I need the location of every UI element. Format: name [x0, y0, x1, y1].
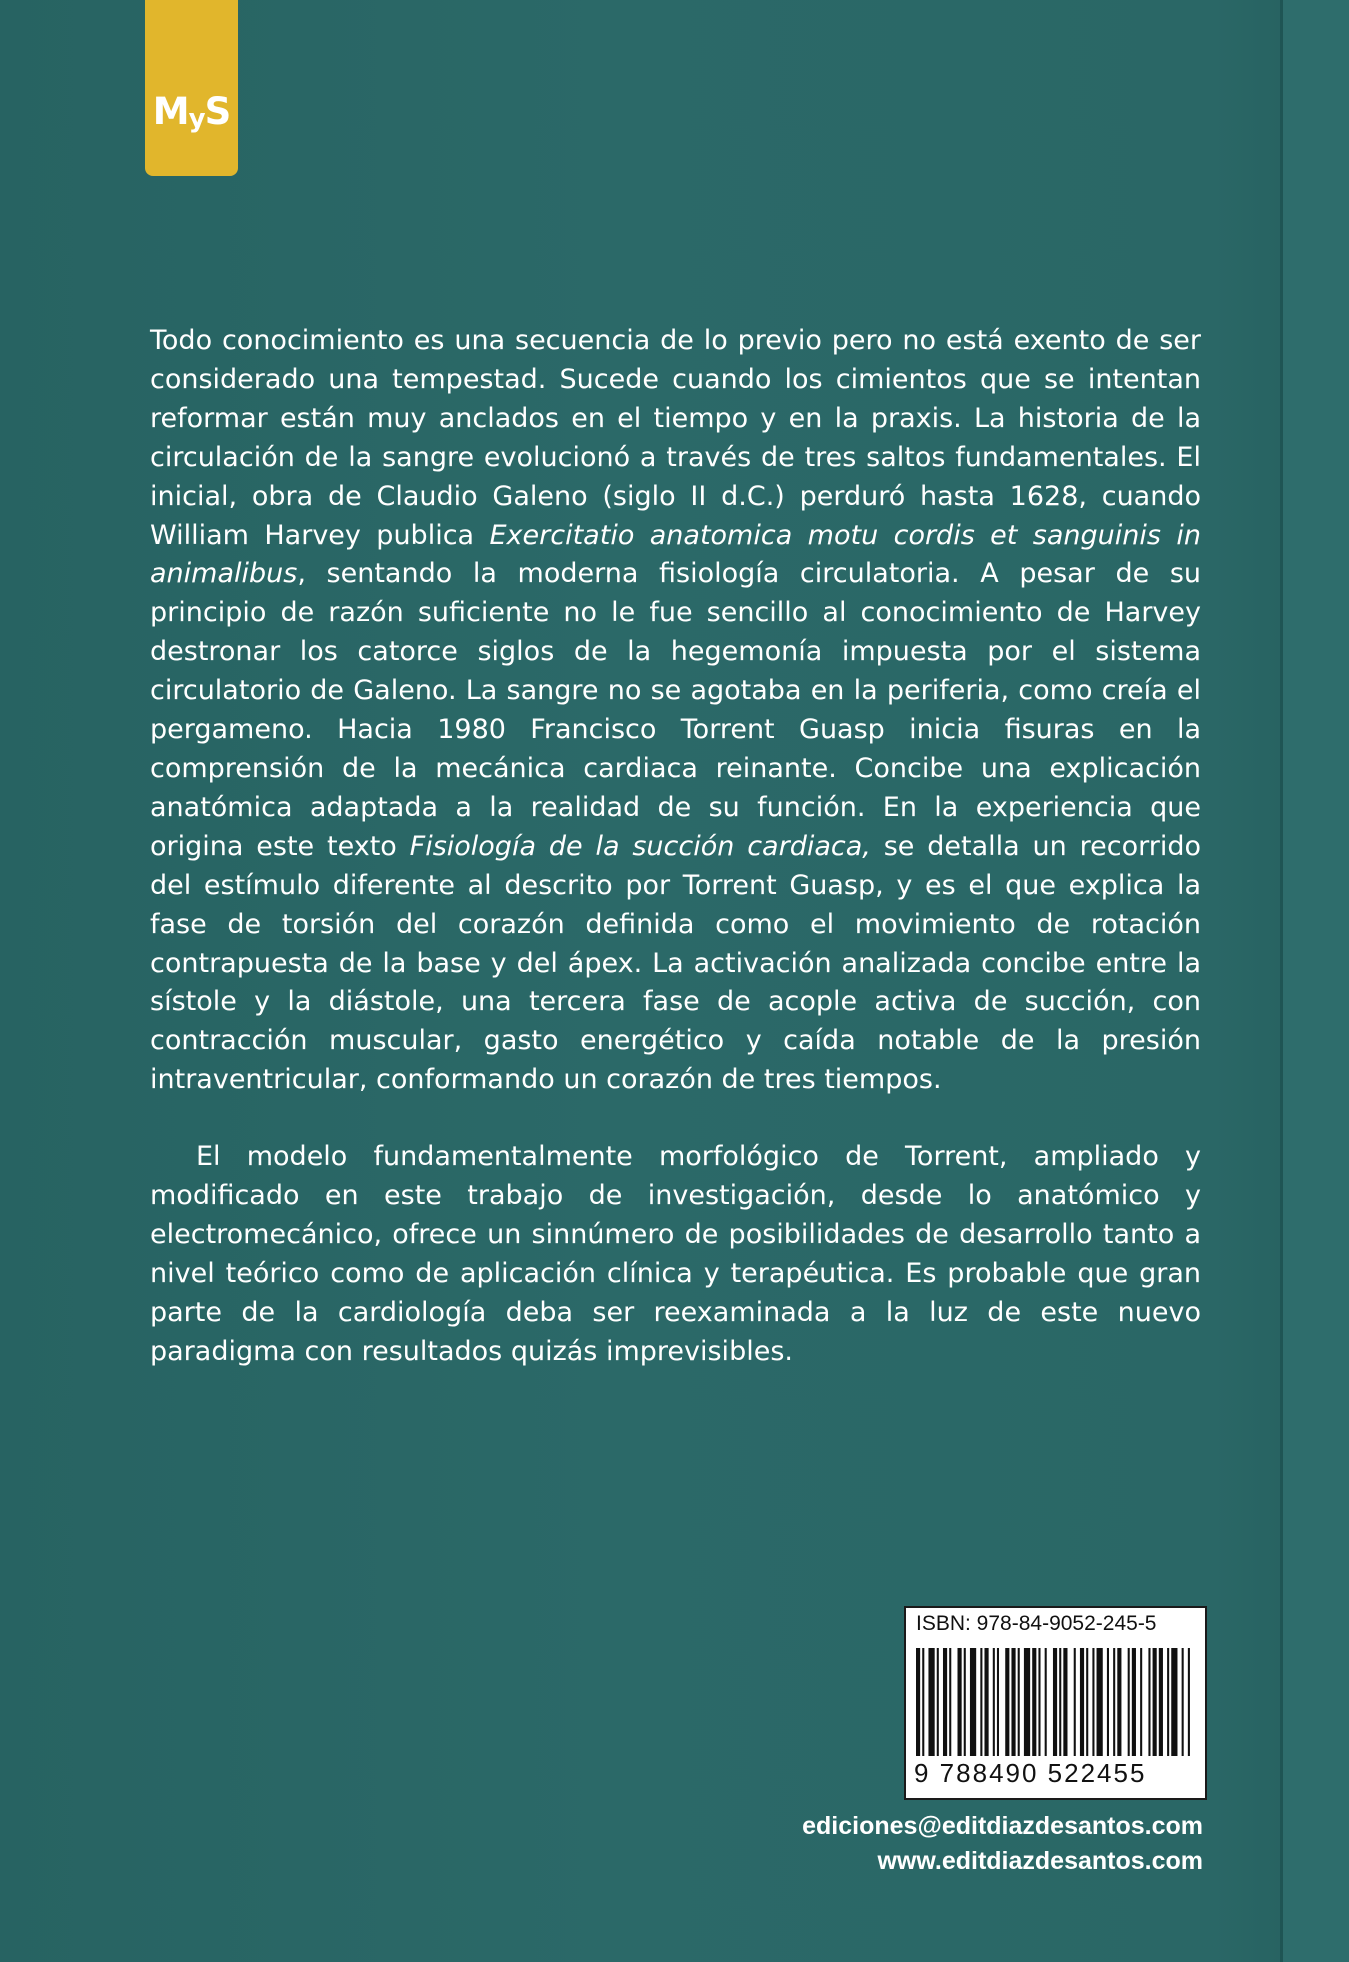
barcode-bar — [1148, 1648, 1150, 1756]
barcode-bar — [1032, 1648, 1036, 1756]
book-title-fisiologia: Fisiología de la succión cardiaca, — [409, 830, 871, 862]
barcode-bar — [1182, 1648, 1184, 1756]
barcode-bar — [993, 1648, 995, 1756]
publisher-logo — [145, 0, 238, 176]
barcode-bar — [1024, 1648, 1030, 1756]
barcode-bar — [1080, 1648, 1084, 1756]
barcode-bar — [997, 1648, 999, 1756]
book-title-harvey: Exercitatio anatomica motu cordis et sanguinis in animalibus — [150, 519, 1201, 590]
barcode-bar — [1005, 1648, 1009, 1756]
isbn-barcode-box — [904, 1606, 1207, 1800]
barcode-bar — [1117, 1648, 1121, 1756]
blurb-paragraph-1: Todo conocimiento es una secuencia de lo previo pero no está exento de ser considerado una tempestad. Sucede cuando los cimientos que se intentan reformar están muy anclados en el tiempo y en la praxis. La historia de la circulación de la sangre evolucionó a través de tres saltos fundamentales. El inicial, obra de Claudio Galeno (siglo II d.C.) perduró hasta 1628, cuando William Harvey publica Exercitatio anatomica motu cordis et sanguinis in animalibus, sentando la moderna fisiología circulatoria. A pesar de su principio de razón suficiente no le fue sencillo al conocimiento de Harvey destronar los catorce siglos de la hegemonía impuesta por el sistema circulatorio de Galeno. La sangre no se agotaba en la periferia, como creía el pergameno. Hacia 1980 Francisco Torrent Guasp inicia fisuras en la comprensión de la mecánica cardiaca reinante. Concibe una explicación anatómica adaptada a la realidad de su función. En la experiencia que origina este texto Fisiología de la succión cardiaca, se detalla un recorrido del estímulo diferente al descrito por Torrent Guasp, y es el que explica la fase de torsión del corazón definida como el movimiento de rotación contrapuesta de la base y del ápex. La activación analizada concibe entre la sístole y la diástole, una tercera fase de acople activa de succión, con contracción muscular, gasto energético y caída notable de la presión intraventricular, conformando un corazón de tres tiempos. — [150, 325, 1201, 1096]
isbn-label: ISBN: 978-84-9052-245-5 — [916, 1612, 1157, 1635]
barcode-bar — [922, 1648, 924, 1756]
publisher-website[interactable]: www.editdiazdesantos.com — [877, 1847, 1203, 1875]
barcode-bar — [949, 1648, 951, 1756]
publisher-email[interactable]: ediciones@editdiazdesantos.com — [802, 1812, 1203, 1840]
barcode-bar — [980, 1648, 982, 1756]
barcode-bar — [1053, 1648, 1057, 1756]
barcode-bar — [1018, 1648, 1020, 1756]
barcode-bar — [1128, 1648, 1130, 1756]
blurb-paragraph-2: El modelo fundamentalmente morfológico de Torrent, ampliado y modificado en este trabajo de investigación, desde lo anatómico y electromecánico, ofrece un sinnúmero de posibilidades de desarrollo tanto a nivel teórico como de aplicación clínica y terapéutica. Es probable que gran parte de la cardiología deba ser reexaminada a la luz de este nuevo paradigma con resultados quizás imprevisibles. — [150, 1141, 1201, 1367]
barcode-bar — [943, 1648, 947, 1756]
barcode-bar — [1153, 1648, 1157, 1756]
barcode-bar — [1132, 1648, 1136, 1756]
barcode-bar — [916, 1648, 920, 1756]
barcode-bar — [1097, 1648, 1103, 1756]
publisher-logo-text: MyS — [152, 90, 231, 134]
barcode-bar — [1113, 1648, 1115, 1756]
spine-fold-shade — [1283, 0, 1349, 1962]
barcode-bar — [1063, 1648, 1067, 1756]
barcode-bar — [1092, 1648, 1094, 1756]
barcode-bar — [1011, 1648, 1015, 1756]
barcode-bar — [1074, 1648, 1076, 1756]
barcode-bar — [1167, 1648, 1169, 1756]
barcode-bar — [1107, 1648, 1109, 1756]
spine-fold-line — [1280, 0, 1283, 1962]
barcode-bar — [937, 1648, 939, 1756]
barcode-bar — [1059, 1648, 1061, 1756]
barcode-bar — [984, 1648, 988, 1756]
barcode-icon — [916, 1648, 1192, 1756]
barcode-bar — [964, 1648, 966, 1756]
barcode-bar — [1188, 1648, 1190, 1756]
barcode-bar — [1171, 1648, 1177, 1756]
barcode-bar — [1045, 1648, 1047, 1756]
barcode-bar — [1038, 1648, 1040, 1756]
back-cover-blurb — [150, 322, 1201, 1372]
barcode-bar — [1159, 1648, 1163, 1756]
barcode-bar — [928, 1648, 934, 1756]
barcode-bar — [970, 1648, 976, 1756]
barcode-bar — [958, 1648, 962, 1756]
barcode-digits: 9 788490 522455 — [914, 1758, 1147, 1788]
barcode-bar — [1086, 1648, 1088, 1756]
barcode-bar — [1140, 1648, 1142, 1756]
